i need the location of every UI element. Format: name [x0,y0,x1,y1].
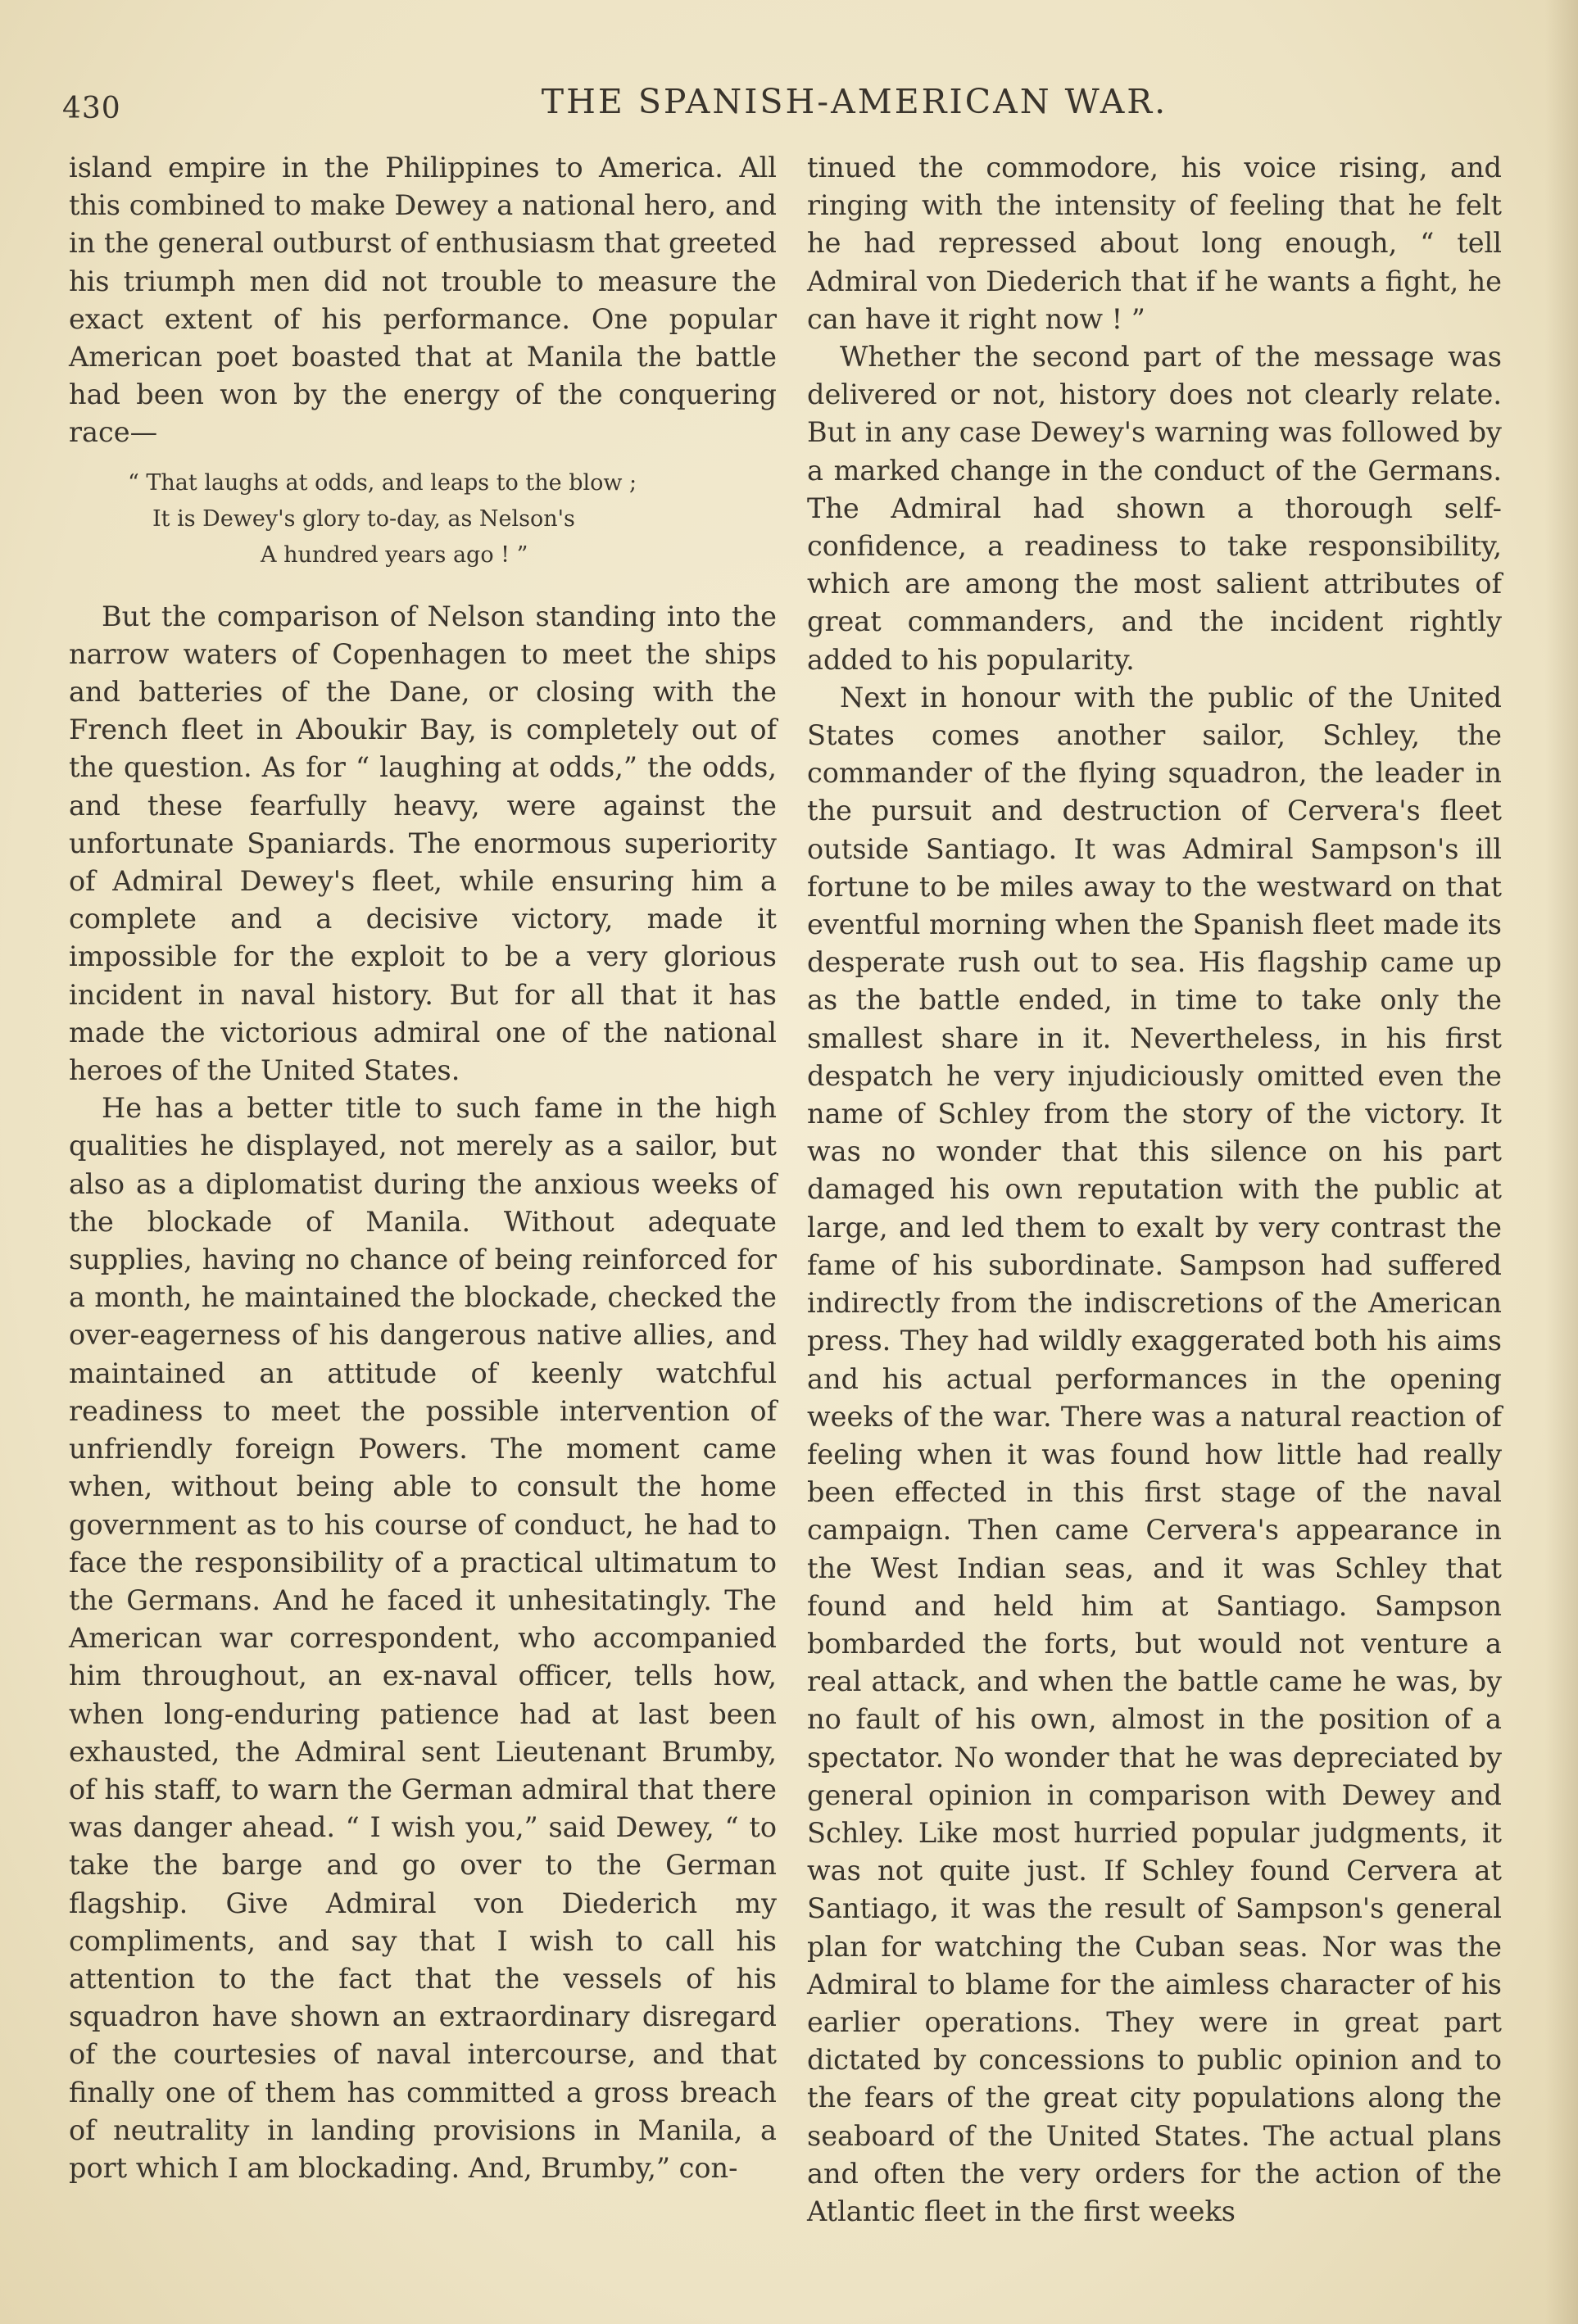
page-edge-shadow [1545,0,1578,2324]
verse-line-3: A hundred years ago ! ” [261,541,528,568]
verse-quotation [69,465,777,573]
left-column [69,149,777,2187]
right-column [807,149,1502,2231]
right-paragraph-1: tinued the commodore, his voice rising, and ringing with the intensity of feeling that he felt he had repressed about long enough, “ tell Admiral von Diederich that if he wants a fight, he can have it right now ! ” [807,152,1502,335]
left-paragraph-2: But the comparison of Nelson standing into the narrow waters of Copenhagen to meet the ships and batteries of the Dane, or closing with the French fleet in Aboukir Bay, is completely out of the question. As for “ laughing at odds,” the odds, and these fearfully heavy, were against the unfortunate Spaniards. The enormous superiority of Admiral Dewey's fleet, while ensuring him a complete and a decisive victory, made it impossible for the exploit to be a very glorious incident in naval history. But for all that it has made the victorious admiral one of the national heroes of the United States. [69,600,777,1087]
right-paragraph-2: Whether the second part of the message was delivered or not, history does not clearly relate. But in any case Dewey's warning was followed by a marked change in the conduct of the Germans. The Admiral had shown a thorough self-confidence, a readiness to take responsibility, which are among the most salient attributes of great commanders, and the incident rightly added to his popularity. [807,341,1502,676]
left-paragraph-3: He has a better title to such fame in the high qualities he displayed, not merely as a sailor, but also as a diplomatist during the anxious weeks of the blockade of Manila. Without adequate supplies, having no chance of being reinforced for a month, he maintained the blockade, checked the over-eagerness of his dangerous native allies, and maintained an attitude of keenly watchful readiness to meet the possible intervention of unfriendly foreign Powers. The moment came when, without being able to consult the home government as to his course of conduct, he had to face the responsibility of a practical ultimatum to the Germans. And he faced it unhesitatingly. The American war correspondent, who accompanied him throughout, an ex-naval officer, tells how, when long-enduring patience had at last been exhausted, the Admiral sent Lieutenant Brumby, of his staff, to warn the German admiral that there was danger ahead. “ I wish you,” said Dewey, “ to take the barge and go over to the German flagship. Give Admiral von Diederich my compliments, and say that I wish to call his attention to the fact that the vessels of his squadron have shown an extraordinary disregard of the courtesies of naval intercourse, and that finally one of them has committed a gross breach of neutrality in landing provisions in Manila, a port which I am blockading. And, Brumby,” con- [69,1092,777,2184]
right-paragraph-3: Next in honour with the public of the United States comes another sailor, Schley, the commander of the flying squadron, the leader in the pursuit and destruction of Cervera's fleet outside Santiago. It was Admiral Sampson's ill fortune to be miles away to the westward on that eventful morning when the Spanish fleet made its desperate rush out to sea. His flagship came up as the battle ended, in time to take only the smallest share in it. Nevertheless, in his first despatch he very injudiciously omitted even the name of Schley from the story of the victory. It was no wonder that this silence on his part damaged his own reputation with the public at large, and led them to exalt by very contrast the fame of his subordinate. Sampson had suffered indirectly from the indiscretions of the American press. They had wildly exaggerated both his aims and his actual performances in the opening weeks of the war. There was a natural reaction of feeling when it was found how little had really been effected in this first stage of the naval campaign. Then came Cervera's appearance in the West Indian seas, and it was Schley that found and held him at Santiago. Sampson bombarded the forts, but would not venture a real attack, and when the battle came he was, by no fault of his own, almost in the position of a spectator. No wonder that he was depreciated by general opinion in comparison with Dewey and Schley. Like most hurried popular judgments, it was not quite just. If Schley found Cervera at Santiago, it was the result of Sampson's general plan for watching the Cuban seas. Nor was the Admiral to blame for the aimless character of his earlier operations. They were in great part dictated by concessions to public opinion and to the fears of the great city populations along the seaboard of the United States. The actual plans and often the very orders for the action of the Atlantic fleet in the first weeks [807,681,1502,2227]
running-title: THE SPANISH-AMERICAN WAR. [541,82,1168,121]
page-number: 430 [62,92,121,125]
verse-line-1: “ That laughs at odds, and leaps to the blow ; [128,469,637,496]
verse-line-2: It is Dewey's glory to-day, as Nelson's [152,505,575,532]
left-paragraph-1: island empire in the Philippines to America. All this combined to make Dewey a national hero, and in the general outburst of enthusiasm that greeted his triumph men did not trouble to measure the exact extent of his performance. One popular American poet boasted that at Manila the battle had been won by the energy of the conquering race— [69,152,777,449]
